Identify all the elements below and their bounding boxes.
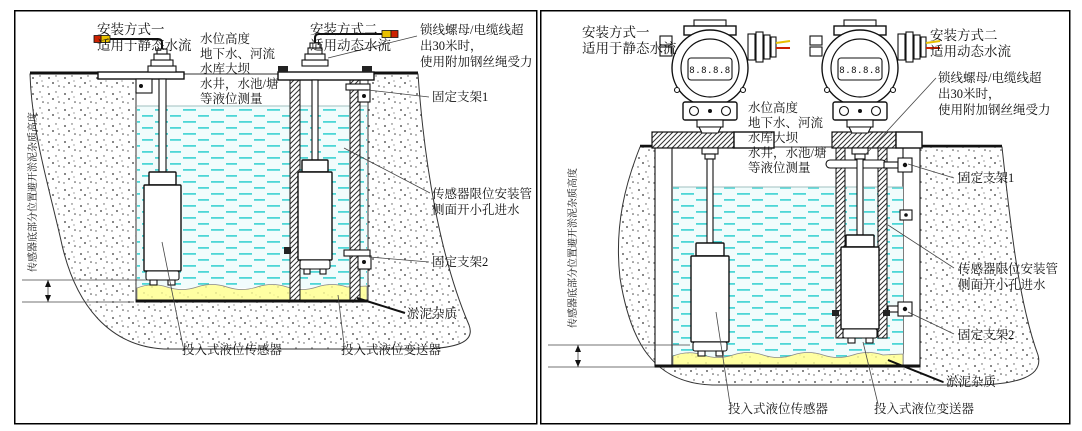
conduit-rib <box>906 32 913 62</box>
usage-note: 地下水、河流 <box>748 116 824 130</box>
mounting-plate <box>98 72 184 79</box>
transmitter-label: 投入式液位变送器 <box>341 343 442 357</box>
bracket-center-bolt <box>708 109 712 113</box>
bracket-center-bolt <box>858 109 862 113</box>
bracket1-label: 固定支架1 <box>432 90 489 104</box>
conduit-rib <box>748 34 755 60</box>
tube-end-cap <box>278 66 288 72</box>
conduit-rib <box>771 37 776 57</box>
head-bolt <box>741 88 746 93</box>
tube-top-bar <box>826 160 886 168</box>
height-note-vertical: 传感器底部分位置避开淤泥杂质高度 <box>568 168 579 328</box>
tube-end-cap <box>362 66 372 72</box>
usage-note: 水库大坝 <box>200 62 251 76</box>
mounting-plate-hatched <box>652 132 734 148</box>
cable-note: 锁线螺母/电缆线超 <box>938 71 1042 85</box>
bracket2-label: 固定支架2 <box>958 328 1015 342</box>
bracket-bolt <box>903 163 907 167</box>
cable-gland-ring <box>154 54 170 60</box>
sensor-top-cap <box>149 172 176 185</box>
conduit-rib <box>764 35 770 59</box>
usage-note: 水位高度 <box>200 32 251 46</box>
method2-label: 适用动态水流 <box>310 38 391 53</box>
sensor-foot <box>698 351 705 356</box>
cable-note: 锁线螺母/电缆线超 <box>420 23 524 37</box>
sensor-rod <box>312 80 318 160</box>
sensor-body <box>841 247 879 329</box>
wire-tip-yellow <box>382 31 391 38</box>
cable-note: 出30米时， <box>420 39 483 53</box>
bracket-bolt <box>840 107 849 116</box>
hex-nut <box>849 127 871 133</box>
sensor-foot <box>168 280 175 285</box>
bracket-bolt <box>722 107 731 116</box>
cable-gland <box>852 148 868 154</box>
cable-note: 出30米时， <box>938 87 1001 101</box>
cable-note: 使用附加钢丝绳受力 <box>938 103 1051 117</box>
sensor-body <box>298 172 332 260</box>
cable-gland-base <box>148 66 176 72</box>
sensor-rod <box>159 79 166 172</box>
sensor-foot <box>866 338 873 343</box>
fixed-bracket-1 <box>884 162 898 168</box>
mounting-plate-ext <box>896 132 922 148</box>
tube-note: 传感器限位安装管 <box>432 187 533 201</box>
head-bolt <box>675 88 680 93</box>
sensor-foot <box>150 280 157 285</box>
mounting-plate-hatched <box>832 132 896 148</box>
usage-note: 水库大坝 <box>748 131 799 145</box>
display-value: 8.8.8.8 <box>689 66 731 76</box>
tube-clamp <box>883 310 890 316</box>
cable-note: 使用附加钢丝绳受力 <box>420 55 533 69</box>
tube-clamp <box>284 247 291 254</box>
right-panel <box>541 11 1070 424</box>
head-top-knob <box>844 20 876 26</box>
sensor-bottom-cap <box>300 260 330 269</box>
conduit-rib <box>756 32 763 62</box>
pit-wall-left <box>655 147 672 367</box>
sensor-label: 投入式液位传感器 <box>728 402 829 416</box>
usage-note: 水位高度 <box>748 101 799 115</box>
sensor-foot <box>848 338 855 343</box>
bracket-bolt <box>690 107 699 116</box>
usage-note: 等液位测量 <box>200 92 263 106</box>
sensor-top-cap <box>302 160 328 172</box>
cable-gland-ring <box>305 54 325 60</box>
bracket-bolt <box>139 84 143 88</box>
cable-gland-ring <box>151 60 173 66</box>
bracket-bolt <box>362 260 366 264</box>
usage-note: 等液位测量 <box>748 161 811 175</box>
tube-top-plate <box>278 72 374 80</box>
method1-label: 适用于静态水流 <box>97 38 192 53</box>
cable-gland-base <box>302 60 328 66</box>
head-ear <box>810 47 822 56</box>
clamp-bolt <box>904 213 908 217</box>
tube-clamp <box>832 310 839 316</box>
transmitter-label: 投入式液位变送器 <box>874 402 975 416</box>
left-panel <box>15 11 537 424</box>
sensor-bottom-cap <box>843 329 877 338</box>
cable-gland <box>702 148 718 154</box>
height-note-vertical: 传感器底部分位置避开淤泥杂质高度 <box>28 112 39 272</box>
usage-note: 地下水、河流 <box>200 47 276 61</box>
method1-label: 适用于静态水流 <box>582 41 677 56</box>
sensor-rod <box>857 159 863 235</box>
sensor-bottom-cap <box>146 271 179 280</box>
pit-wall-right <box>903 147 920 367</box>
bracket2-label: 固定支架2 <box>432 255 489 269</box>
neck <box>697 120 723 127</box>
sensor-rod <box>707 159 713 243</box>
sensor-body <box>144 185 181 271</box>
tube-note: 传感器限位安装管 <box>958 262 1059 276</box>
wall-bracket <box>136 79 152 93</box>
bracket-bolt <box>872 107 881 116</box>
sensor-foot <box>320 269 326 274</box>
usage-note: 水井，水池/塘 <box>200 77 279 91</box>
tube-note: 侧面开小孔进水 <box>958 278 1046 292</box>
wire-tip-red <box>391 31 398 38</box>
head-bolt <box>825 88 830 93</box>
head-ear <box>810 36 822 45</box>
cable-gland <box>855 154 865 159</box>
conduit-rib <box>898 34 905 60</box>
fixed-bracket-2 <box>344 250 370 256</box>
sensor-body <box>691 256 729 342</box>
usage-note: 水井，水池/塘 <box>748 146 827 160</box>
neck <box>847 120 873 127</box>
conduit-rib <box>914 35 920 59</box>
hex-nut <box>699 127 721 133</box>
silt-label: 淤泥杂质 <box>946 375 997 389</box>
head-bolt <box>891 88 896 93</box>
head-top-knob <box>694 20 726 26</box>
method1-label: 安装方式一 <box>582 25 650 40</box>
method2-label: 安装方式二 <box>310 22 378 37</box>
conduit-rib <box>921 37 926 57</box>
silt-label: 淤泥杂质 <box>407 307 458 321</box>
bracket1-label: 固定支架1 <box>958 171 1015 185</box>
bracket-bolt <box>362 94 366 98</box>
sensor-foot <box>304 269 310 274</box>
sensor-top-cap <box>696 243 724 256</box>
method1-label: 安装方式一 <box>97 22 165 37</box>
fixed-bracket-1 <box>346 84 370 90</box>
method2-label: 适用动态水流 <box>930 44 1011 59</box>
cable-gland <box>705 154 715 159</box>
method2-label: 安装方式二 <box>930 28 998 43</box>
sensor-top-cap <box>846 235 874 247</box>
sensor-label: 投入式液位传感器 <box>182 343 283 357</box>
display-value: 8.8.8.8 <box>839 66 881 76</box>
tube-note: 侧面开小孔进水 <box>432 203 520 217</box>
bracket-bolt <box>903 307 907 311</box>
